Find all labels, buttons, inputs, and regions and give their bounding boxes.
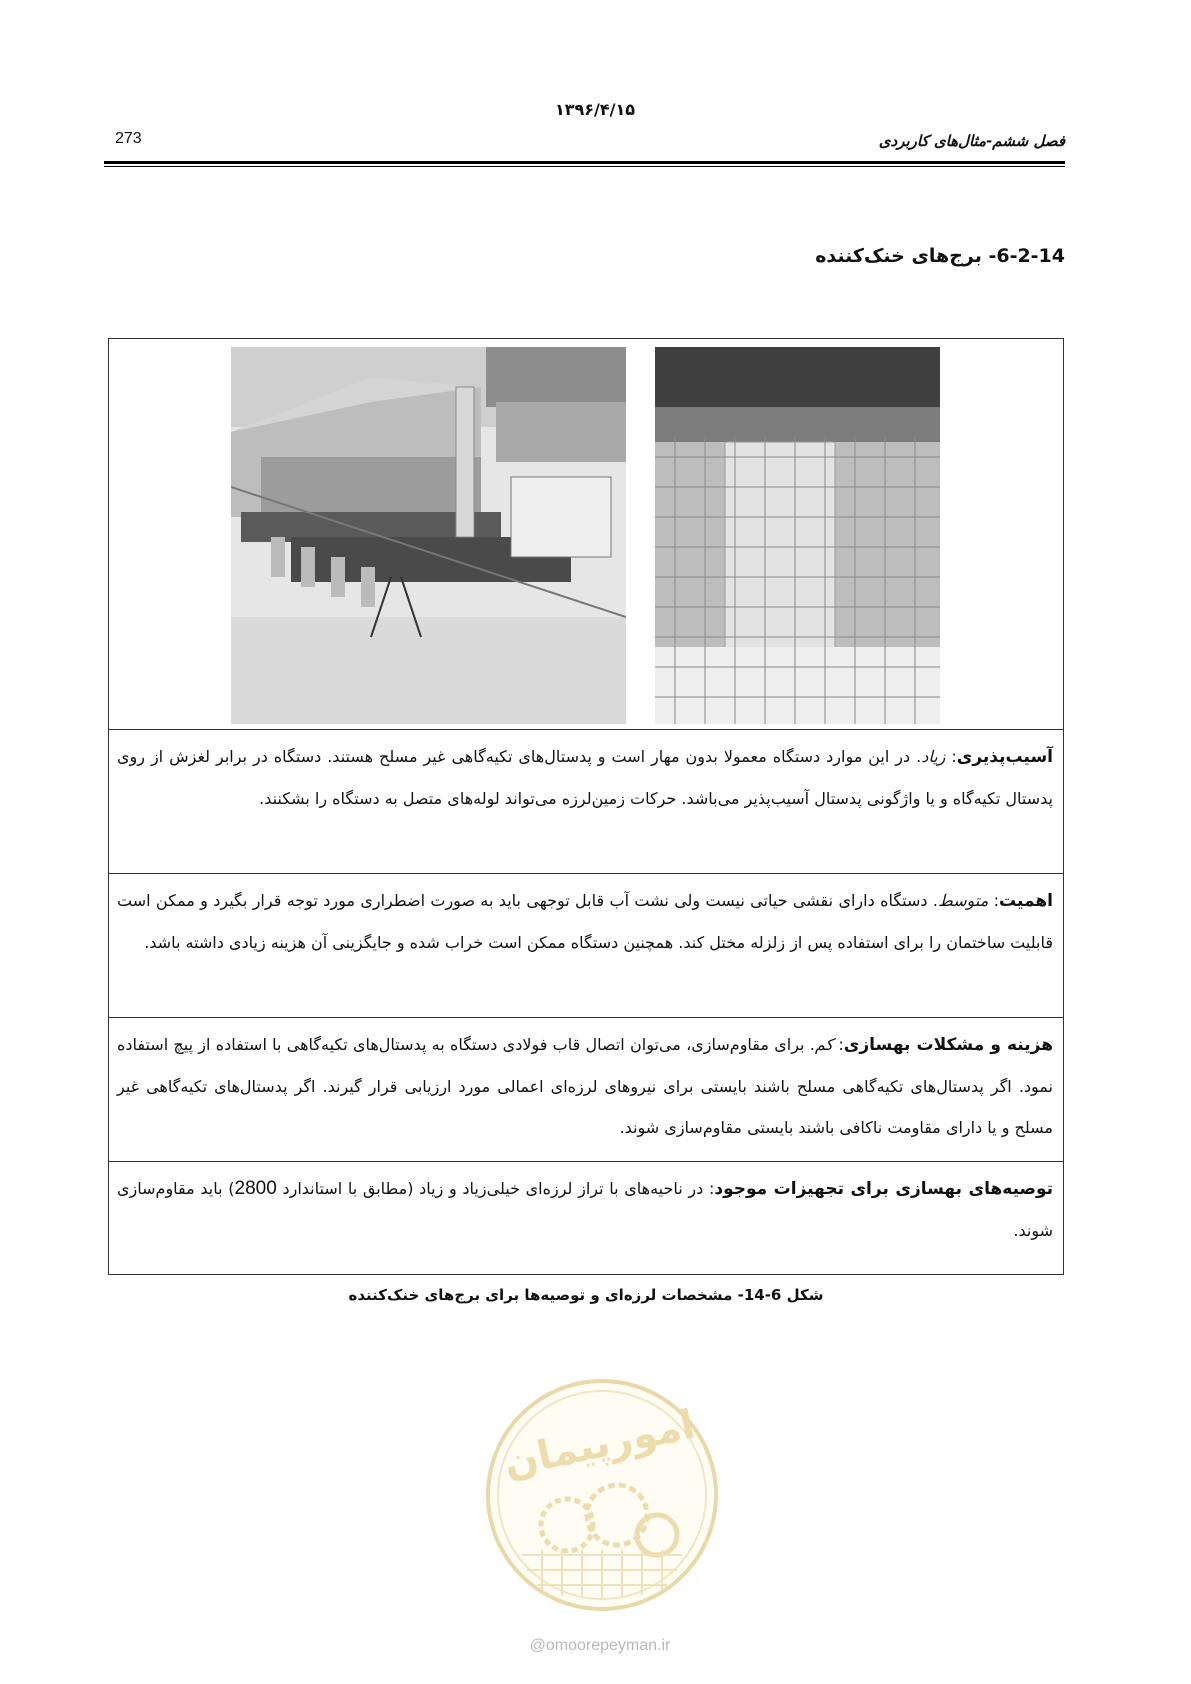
- document-date: ۱۳۹۶/۴/۱۵: [554, 100, 636, 119]
- importance-row: اهمیت: متوسط. دستگاه دارای نقشی حیاتی نیست ولی نشت آب قابل توجهی باید به صورت اضطراری مورد توجه قرار بگیرد و ممکن است قابلیت ساختمان را برای استفاده پس از زلزله مختل کند. همچنین دستگاه ممکن است خراب شده و جایگزینی آن هزینه زیادی داشته باشد.: [109, 874, 1063, 1018]
- page-number: 273: [115, 130, 142, 147]
- svg-text:امورپیمان: امورپیمان: [499, 1401, 699, 1487]
- header-rule-thick: [104, 161, 1065, 164]
- recommendations-text: : در ناحیه‌های با تراز لرزه‌ای خیلی‌زیاد و زیاد (مطابق با استاندارد: [282, 1179, 715, 1198]
- retrofit-cost-row: هزینه و مشکلات بهسازی: کم. برای مقاوم‌سازی، می‌توان اتصال قاب فولادی دستگاه به پدستال‌های تکیه‌گاهی با استفاده از پیچ استفاده نمود. اگر پدستال‌های تکیه‌گاهی مسلح باشند بایستی برای نیروهای لرزه‌ای اعمالی مورد ارزیابی قرار گیرند. اگر پدستال‌های تکیه‌گاهی غیر مسلح و یا دارای مقاومت ناکافی باشند بایستی مقاوم‌سازی شوند.: [109, 1018, 1063, 1162]
- vulnerability-text: . در این موارد دستگاه معمولا بدون مهار است و پدستال‌های تکیه‌گاهی غیر مسلح هستند. دستگاه در برابر لغزش از روی پدستال تکیه‌گاه و یا واژگونی پدستال آسیب‌پذیر می‌باشد. حرکات زمین‌لرزه می‌تواند لوله‌های متصل به دستگاه را بشکنند.: [117, 747, 1053, 808]
- importance-value: متوسط: [938, 891, 989, 910]
- recommendations-row: [109, 1162, 1063, 1274]
- retrofit-cost-label: هزینه و مشکلات بهسازی: [843, 1035, 1053, 1055]
- seismic-spec-table: [108, 338, 1064, 1275]
- standard-number: 2800: [234, 1178, 277, 1199]
- chapter-title: فصل ششم-مثال‌های کاربردی: [878, 132, 1065, 150]
- watermark-url: @omoorepeyman.ir: [529, 1637, 671, 1654]
- vulnerability-value: زیاد: [921, 747, 946, 766]
- retrofit-cost-value: کم: [814, 1035, 834, 1054]
- vulnerability-label: آسیب‌پذیری: [956, 747, 1053, 767]
- section-title: 6-2-14- برج‌های خنک‌کننده: [815, 245, 1065, 267]
- header-rule-thin: [104, 166, 1065, 167]
- photo-cell: [109, 339, 1063, 730]
- cooling-towers-photo: [231, 347, 626, 724]
- importance-text: . دستگاه دارای نقشی حیاتی نیست ولی نشت آب قابل توجهی باید به صورت اضطراری مورد توجه قرار بگیرد و ممکن است قابلیت ساختمان را برای استفاده پس از زلزله مختل کند. همچنین دستگاه ممکن است خراب شده و جایگزینی آن هزینه زیادی داشته باشد.: [117, 891, 1053, 952]
- recommendations-text-end: ) باید مقاوم‌سازی شوند.: [117, 1179, 1053, 1240]
- publisher-logo: [482, 1375, 722, 1615]
- pedestal-photo: [655, 347, 940, 724]
- recommendations-label: توصیه‌های بهسازی برای تجهیزات موجود: [714, 1179, 1054, 1199]
- vulnerability-row: آسیب‌پذیری: زیاد. در این موارد دستگاه معمولا بدون مهار است و پدستال‌های تکیه‌گاهی غیر مسلح هستند. دستگاه در برابر لغزش از روی پدستال تکیه‌گاه و یا واژگونی پدستال آسیب‌پذیر می‌باشد. حرکات زمین‌لرزه می‌تواند لوله‌های متصل به دستگاه را بشکنند.: [109, 730, 1063, 874]
- figure-caption: شکل 6-14- مشخصات لرزه‌ای و توصیه‌ها برای برج‌های خنک‌کننده: [348, 1286, 824, 1304]
- importance-label: اهمیت: [999, 891, 1053, 911]
- retrofit-cost-text: . برای مقاوم‌سازی، می‌توان اتصال قاب فولادی دستگاه به پدستال‌های تکیه‌گاهی با استفاده از پیچ استفاده نمود. اگر پدستال‌های تکیه‌گاهی مسلح باشند بایستی برای نیروهای لرزه‌ای اعمالی مورد ارزیابی قرار گیرند. اگر پدستال‌های تکیه‌گاهی غیر مسلح و یا دارای مقاومت ناکافی باشند بایستی مقاوم‌سازی شوند.: [117, 1035, 1053, 1137]
